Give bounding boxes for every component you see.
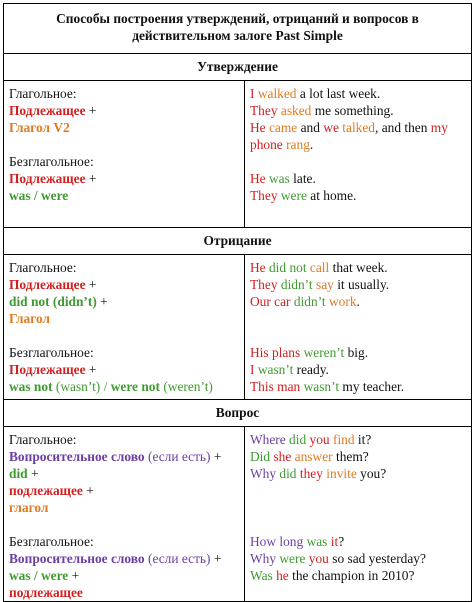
ex-subject: They — [250, 103, 278, 118]
ex-qword: Why — [250, 466, 277, 481]
rule-label: Безглагольное: — [9, 345, 94, 360]
spacer — [9, 136, 240, 153]
ex-rest: a lot last week. — [299, 86, 381, 101]
ex-aux: was — [268, 171, 290, 186]
negative-examples-cell — [245, 255, 472, 400]
ex-rest: ready. — [296, 362, 329, 377]
example-sentence — [250, 119, 467, 136]
rule-qword-note: (если есть) — [147, 551, 211, 566]
negative-row — [4, 255, 472, 400]
ex-subject: He — [250, 120, 266, 135]
rule-plus: + — [213, 449, 222, 464]
example-sentence — [250, 187, 467, 204]
rule-aux-line — [9, 293, 240, 310]
rule-aux-contraction: (wasn’t) — [55, 379, 101, 394]
rule-plus: + — [88, 103, 97, 118]
rule-aux: were not — [110, 379, 160, 394]
ex-verb: walked — [257, 86, 297, 101]
ex-rest: me something. — [314, 103, 394, 118]
spacer — [9, 327, 240, 344]
question-heading-row — [4, 400, 472, 427]
spacer — [250, 310, 467, 327]
rule-label: Безглагольное: — [9, 154, 94, 169]
rule-qword-line — [9, 448, 240, 465]
ex-aux: were — [279, 551, 306, 566]
ex-subject: he — [276, 568, 289, 583]
ex-subject: They — [250, 188, 278, 203]
ex-aux: was — [306, 534, 328, 549]
ex-rest: ? — [338, 534, 345, 549]
rule-subject: подлежащее — [9, 585, 83, 600]
ex-subject: I — [250, 86, 255, 101]
rule-plus: + — [86, 483, 94, 498]
rule-aux: did not (didn’t) — [9, 294, 97, 309]
spacer — [250, 499, 467, 516]
spacer — [250, 153, 467, 170]
affirmative-row — [4, 81, 472, 228]
rule-verb: глагол — [9, 500, 49, 515]
rule-subject: Подлежащее — [9, 277, 86, 292]
rule-aux: did — [9, 466, 28, 481]
affirmative-examples-cell — [245, 81, 472, 228]
example-sentence — [250, 276, 467, 293]
ex-rest: it usually. — [337, 277, 390, 292]
ex-subject: we — [323, 120, 339, 135]
ex-rest: big. — [347, 345, 369, 360]
rule-verb: Глагол V2 — [9, 120, 70, 135]
table-title — [4, 4, 472, 54]
rule-aux: was not — [9, 379, 53, 394]
ex-subject: This man — [250, 379, 301, 394]
example-sentence — [250, 344, 467, 361]
ex-subject: they — [299, 466, 323, 481]
ex-subject: They — [250, 277, 278, 292]
ex-verb: invite — [326, 466, 357, 481]
question-rule-cell — [4, 427, 245, 602]
ex-subject: it — [330, 534, 339, 549]
ex-verb: asked — [280, 103, 312, 118]
rule-plus: + — [100, 294, 108, 309]
ex-aux: did — [279, 466, 297, 481]
rule-aux-line — [9, 465, 240, 482]
affirmative-heading: Утверждение — [4, 54, 472, 81]
ex-rest: late. — [293, 171, 316, 186]
ex-rest: and — [300, 120, 320, 135]
question-heading: Вопрос — [4, 400, 472, 427]
rule-subject-line — [9, 276, 240, 293]
negative-heading-row — [4, 228, 472, 255]
rule-subject: Подлежащее — [9, 362, 86, 377]
ex-verb: answer — [294, 449, 333, 464]
rule-subject-line — [9, 170, 240, 187]
ex-aux: did — [289, 432, 307, 447]
ex-rest: the champion in 2010? — [292, 568, 415, 583]
rule-slash: / — [103, 379, 108, 394]
example-sentence — [250, 361, 467, 378]
ex-verb: say — [315, 277, 334, 292]
ex-subject: His plans — [250, 345, 301, 360]
ex-subject: my — [430, 120, 448, 135]
rule-subject: подлежащее — [9, 483, 83, 498]
example-sentence — [250, 567, 467, 584]
rule-plus: + — [71, 568, 80, 583]
rule-subject-line — [9, 482, 240, 499]
ex-rest: them? — [335, 449, 369, 464]
ex-rest: . — [356, 294, 360, 309]
spacer — [250, 327, 467, 344]
rule-aux: was / were — [9, 188, 69, 203]
ex-subject: you — [309, 432, 330, 447]
title-line-1: Способы построения утверждений, отрицаний и вопросов в — [56, 11, 419, 26]
ex-aux: were — [280, 188, 307, 203]
rule-aux-line — [9, 378, 240, 395]
ex-rest: . — [309, 137, 314, 152]
rule-subject-line — [9, 361, 240, 378]
rule-plus: + — [88, 171, 97, 186]
ex-subject: Our car — [250, 294, 291, 309]
example-sentence — [250, 85, 467, 102]
ex-verb: find — [332, 432, 355, 447]
ex-subject: phone — [250, 137, 283, 152]
rule-qword-note: (если есть) — [147, 449, 211, 464]
ex-rest: my teacher. — [342, 379, 405, 394]
example-sentence — [250, 136, 467, 153]
example-sentence — [250, 431, 467, 448]
negative-heading: Отрицание — [4, 228, 472, 255]
ex-aux: Did — [250, 449, 271, 464]
title-line-2: действительном залоге Past Simple — [132, 28, 343, 43]
spacer — [9, 516, 240, 533]
ex-rest: you? — [360, 466, 387, 481]
rule-plus: + — [30, 466, 39, 481]
ex-rest: it? — [357, 432, 372, 447]
title-row — [4, 4, 472, 54]
rule-qword-line — [9, 550, 240, 567]
rule-label: Глагольное: — [9, 260, 77, 275]
rule-plus: + — [88, 277, 97, 292]
rule-aux-contraction: (weren’t) — [163, 379, 213, 394]
ex-aux: weren’t — [303, 345, 345, 360]
ex-qword: Why — [250, 551, 277, 566]
ex-aux: didn’t — [280, 277, 313, 292]
rule-label: Безглагольное: — [9, 534, 94, 549]
ex-aux: Was — [250, 568, 273, 583]
rule-label: Глагольное: — [9, 86, 77, 101]
ex-verb: came — [268, 120, 298, 135]
ex-aux: didn’t — [293, 294, 326, 309]
negative-rule-cell — [4, 255, 245, 400]
example-sentence — [250, 533, 467, 550]
ex-aux: wasn’t — [257, 362, 294, 377]
ex-rest: at home. — [310, 188, 357, 203]
example-sentence — [250, 102, 467, 119]
spacer — [250, 516, 467, 533]
rule-qword: Вопросительное слово — [9, 551, 145, 566]
example-sentence — [250, 259, 467, 276]
affirmative-heading-row — [4, 54, 472, 81]
ex-rest: that week. — [332, 260, 388, 275]
ex-subject: He — [250, 260, 266, 275]
rule-subject-line — [9, 102, 240, 119]
rule-label: Глагольное: — [9, 432, 77, 447]
ex-verb: work — [329, 294, 357, 309]
rule-plus: + — [88, 362, 97, 377]
rule-qword: Вопросительное слово — [9, 449, 145, 464]
example-sentence — [250, 550, 467, 567]
example-sentence — [250, 465, 467, 482]
ex-rest: , and then — [375, 120, 428, 135]
question-row — [4, 427, 472, 602]
ex-subject: you — [308, 551, 329, 566]
example-sentence — [250, 378, 467, 395]
ex-qword: How long — [250, 534, 304, 549]
example-sentence — [250, 448, 467, 465]
rule-subject: Подлежащее — [9, 171, 86, 186]
ex-verb: call — [309, 260, 330, 275]
rule-subject: Подлежащее — [9, 103, 86, 118]
grammar-table — [3, 3, 472, 602]
example-sentence — [250, 293, 467, 310]
rule-aux: was / were — [9, 568, 69, 583]
ex-verb: talked — [342, 120, 375, 135]
ex-aux: did not — [268, 260, 307, 275]
ex-verb: rang — [286, 137, 310, 152]
ex-rest: so sad yesterday? — [332, 551, 426, 566]
question-examples-cell — [245, 427, 472, 602]
ex-subject: He — [250, 171, 266, 186]
affirmative-rule-cell — [4, 81, 245, 228]
spacer — [250, 482, 467, 499]
rule-plus: + — [213, 551, 222, 566]
ex-subject: she — [273, 449, 292, 464]
rule-aux-line — [9, 567, 240, 584]
ex-qword: Where — [250, 432, 286, 447]
ex-aux: wasn’t — [303, 379, 340, 394]
example-sentence — [250, 170, 467, 187]
ex-subject: I — [250, 362, 255, 377]
rule-verb: Глагол — [9, 311, 50, 326]
